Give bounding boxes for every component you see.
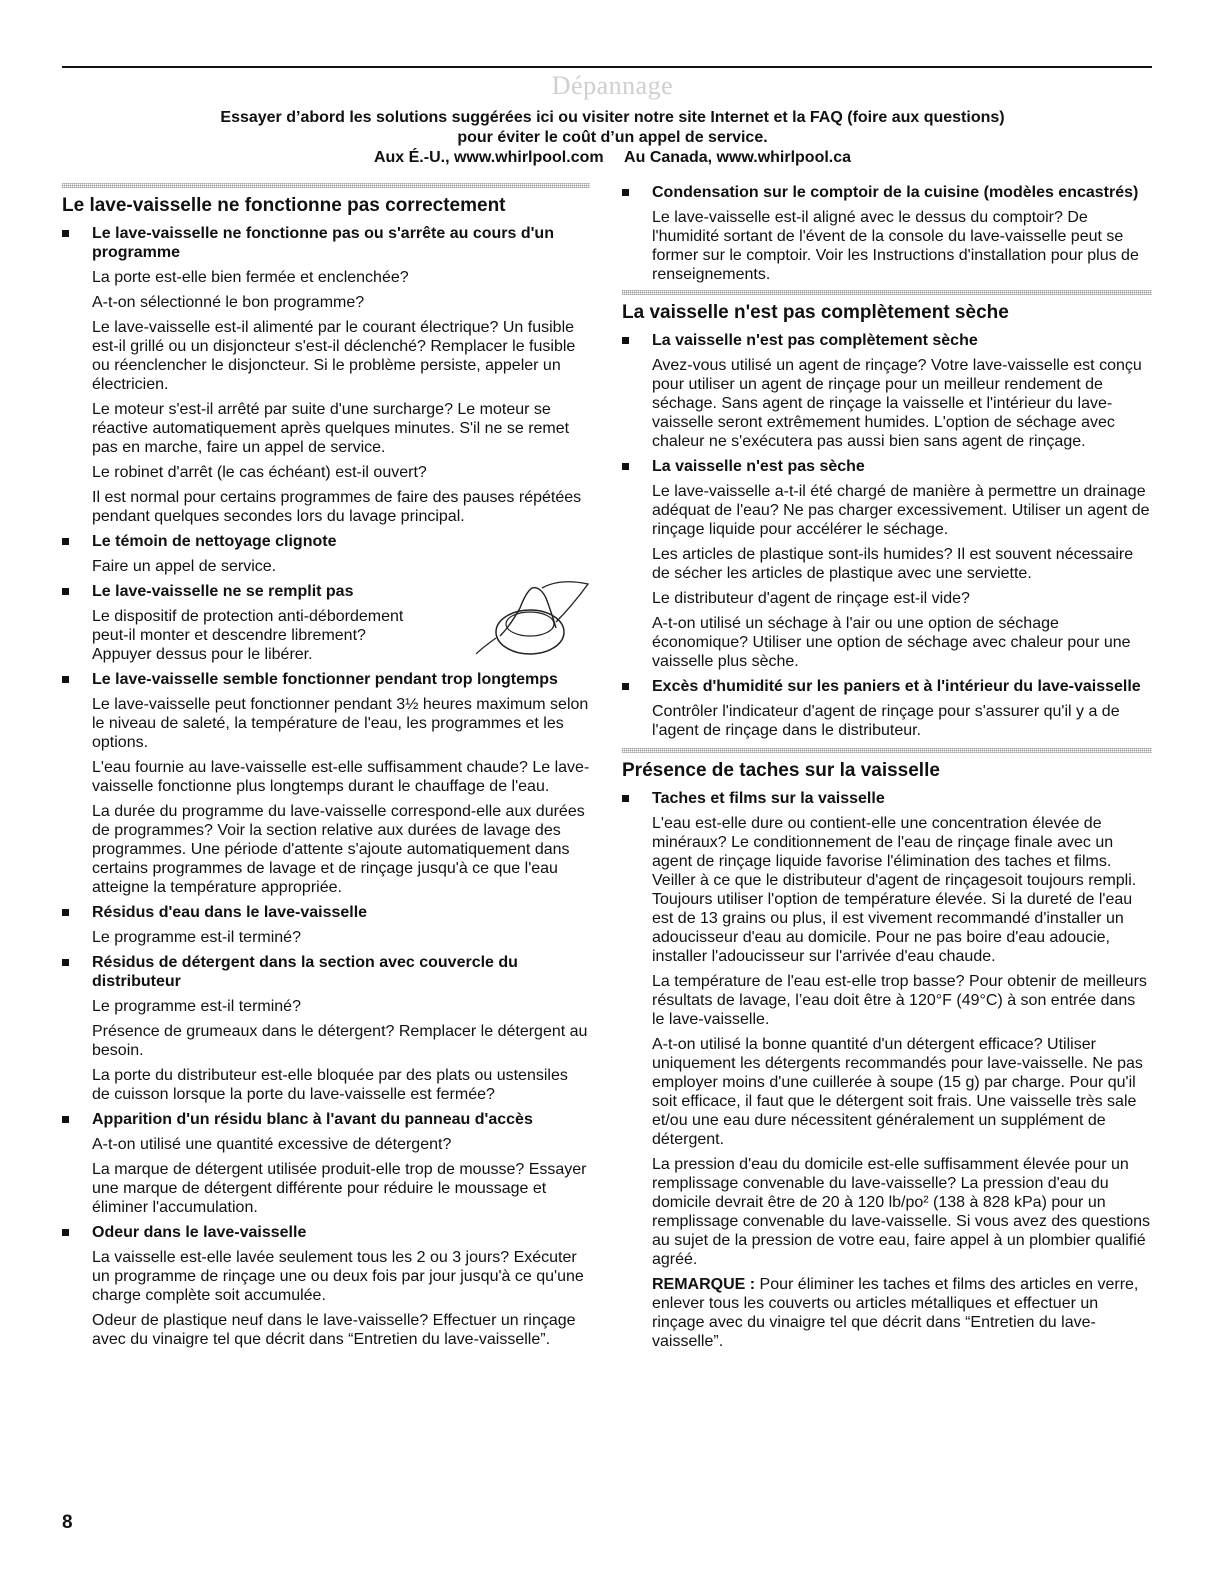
note-paragraph (652, 1275, 1152, 1351)
paragraph: Les articles de plastique sont-ils humides? Il est souvent nécessaire de sécher les articles de plastique avec une serviette. (652, 546, 1134, 582)
item-title: Résidus d'eau dans le lave-vaisselle (92, 904, 368, 921)
right-column (622, 183, 1152, 1359)
item-title: Résidus de détergent dans la section avec couvercle du distributeur (92, 954, 518, 990)
paragraph: Le programme est-il terminé? (92, 929, 301, 946)
bullet-icon (62, 676, 69, 683)
paragraph: La porte du distributeur est-elle bloquée par des plats ou ustensiles de cuisson lorsque la porte du lave-vaisselle est fermée? (92, 1067, 568, 1103)
page-title: Dépannage (551, 71, 674, 100)
item-title: Apparition d'un résidu blanc à l'avant du panneau d'accès (92, 1111, 533, 1128)
float-protector-icon (460, 578, 590, 658)
bullet-icon (622, 795, 629, 802)
paragraph: Le lave-vaisselle a-t-il été chargé de manière à permettre un drainage adéquat de l'eau? Ne pas charger excessivement. Utiliser un agent de rinçage liquide pour accélérer le séchage. (652, 483, 1150, 538)
paragraph: Le moteur s'est-il arrêté par suite d'une surcharge? Le moteur se réactive automatiquement après quelques minutes. S'il ne se remet pas en marche, faire un appel de service. (92, 401, 570, 456)
item-title: La vaisselle n'est pas sèche (652, 458, 865, 475)
paragraph: Le lave-vaisselle est-il aligné avec le dessus du comptoir? De l'humidité sortant de l'évent de la console du lave-vaisselle peut se former sur le comptoir. Voir les Instructions d'installation pour plus de renseignements. (652, 209, 1139, 283)
paragraph: A-t-on sélectionné le bon programme? (92, 294, 365, 311)
section-not-working (62, 183, 590, 1349)
item-title: Le lave-vaisselle semble fonctionner pendant trop longtemps (92, 671, 558, 688)
bullet-icon (62, 588, 69, 595)
list-item (62, 903, 590, 947)
bullet-icon (622, 683, 629, 690)
intro-line-2: pour éviter le coût d’un appel de service. (457, 129, 768, 146)
list-item (622, 457, 1152, 671)
item-title: Excès d'humidité sur les paniers et à l'intérieur du lave-vaisselle (652, 678, 1141, 695)
paragraph: Le lave-vaisselle peut fonctionner pendant 3½ heures maximum selon le niveau de saleté, la température de l'eau, les programmes et les options. (92, 696, 589, 751)
url-us: Aux É.-U., www.whirlpool.com (373, 149, 604, 166)
bullet-icon (62, 1116, 69, 1123)
list-item (62, 670, 590, 897)
bullet-icon (62, 959, 69, 966)
section-spots (622, 748, 1152, 1351)
paragraph: Présence de grumeaux dans le détergent? Remplacer le détergent au besoin. (92, 1023, 588, 1059)
list-item (622, 183, 1152, 284)
section-heading: La vaisselle n'est pas complètement sèche (622, 302, 1009, 323)
paragraph: La température de l'eau est-elle trop basse? Pour obtenir de meilleurs résultats de lavage, l’eau doit être à 120°F (49°C) à son entrée dans le lave-vaisselle. (652, 973, 1147, 1028)
url-ca: Au Canada, www.whirlpool.ca (624, 149, 852, 166)
page-number: 8 (62, 1512, 73, 1533)
section-heading: Le lave-vaisselle ne fonctionne pas correctement (62, 195, 506, 216)
left-column (62, 183, 590, 1357)
paragraph: L'eau fournie au lave-vaisselle est-elle suffisamment chaude? Le lave-vaisselle fonctionne plus longtemps durant le chauffage de l'eau. (92, 759, 590, 795)
list-item (622, 677, 1152, 740)
paragraph: La marque de détergent utilisée produit-elle trop de mousse? Essayer une marque de détergent différente pour réduire le moussage et éliminer l'accumulation. (92, 1161, 587, 1216)
paragraph: Faire un appel de service. (92, 558, 277, 575)
bullet-icon (62, 538, 69, 545)
section-rule (62, 183, 590, 188)
section-rule (622, 290, 1152, 295)
paragraph: Le robinet d'arrêt (le cas échéant) est-il ouvert? (92, 464, 427, 481)
bullet-icon (622, 337, 629, 344)
bullet-icon (622, 189, 629, 196)
paragraph: Le lave-vaisselle est-il alimenté par le courant électrique? Un fusible est-il grillé ou un disjoncteur s'est-il déclenché? Remplacer le fusible ou réenclencher le disjoncteur. Si le problème persiste, appeler un électricien. (92, 319, 576, 393)
paragraph: Le distributeur d'agent de rinçage est-il vide? (652, 590, 970, 607)
list-item (62, 224, 590, 526)
item-title: Condensation sur le comptoir de la cuisine (modèles encastrés) (652, 184, 1139, 201)
intro (0, 108, 1225, 168)
paragraph: La porte est-elle bien fermée et enclenchée? (92, 269, 409, 286)
paragraph: Avez-vous utilisé un agent de rinçage? Votre lave-vaisselle est conçu pour utiliser un agent de rinçage pour un meilleur rendement de séchage. Sans agent de rinçage la vaisselle et l'intérieur du lave-vaisselle seront extrêmement humides. L'option de séchage avec chaleur ne s'exécutera pas aussi bien sans agent de rinçage. (652, 357, 1142, 450)
paragraph: La durée du programme du lave-vaisselle correspond-elle aux durées de programmes? Voir la section relative aux durées de lavage des programmes. Une période d'attente s'ajoute automatiquement dans certains programmes de lavage et de rinçage jusqu'à ce que l'eau atteigne la température appropriée. (92, 803, 585, 896)
paragraph: L'eau est-elle dure ou contient-elle une concentration élevée de minéraux? Le conditionnement de l'eau de rinçage finale avec un agent de rinçage liquide favorise l'élimination des taches et films. Veiller à ce que le distributeur d'agent de rinçagesoit toujours rempli. Toujours utiliser l'option de température élevée. Si la dureté de l'eau est de 13 grains ou plus, il est vivement recommandé d'installer un adoucisseur d'eau au domicile. Pour ne pas boire d'eau adoucie, installer l'adoucisseur sur l'arrivée d'eau chaude. (652, 815, 1137, 965)
paragraph: La vaisselle est-elle lavée seulement tous les 2 ou 3 jours? Exécuter un programme de rinçage une ou deux fois par jour jusqu'à ce qu'une charge complète soit accumulée. (92, 1249, 584, 1304)
paragraph: Il est normal pour certains programmes de faire des pauses répétées pendant quelques secondes lors du lavage principal. (92, 489, 582, 525)
intro-urls (0, 148, 1225, 168)
note-label: REMARQUE : (652, 1276, 756, 1293)
paragraph: A-t-on utilisé la bonne quantité d'un détergent efficace? Utiliser uniquement les détergents recommandés pour lave-vaisselle. Ne pas employer moins d'une cuillerée à soupe (15 g) par charge. Pour qu'il soit efficace, il faut que le détergent soit frais. Une vaisselle très sale et/ou une eau dure nécessitent généralement un supplément de détergent. (652, 1036, 1143, 1148)
paragraph: Le programme est-il terminé? (92, 998, 301, 1015)
list-item (62, 582, 590, 664)
list-item (62, 953, 590, 1104)
item-title: Le lave-vaisselle ne fonctionne pas ou s'arrête au cours d'un programme (92, 225, 554, 261)
paragraph: La pression d'eau du domicile est-elle suffisamment élevée pour un remplissage convenable du lave-vaisselle? La pression d'eau du domicile devrait être de 20 à 120 lb/po² (138 à 828 kPa) pour un remplissage convenable du lave-vaisselle. Si vous avez des questions au sujet de la pression de votre eau, faire appel à un plombier qualifié agréé. (652, 1156, 1151, 1268)
paragraph: A-t-on utilisé un séchage à l'air ou une option de séchage économique? Utiliser une option de séchage avec chaleur pour une vaisselle plus sèche. (652, 615, 1131, 670)
section-not-dry (622, 290, 1152, 740)
intro-line-1: Essayer d’abord les solutions suggérées ici ou visiter notre site Internet et la FAQ (foire aux questions) (220, 109, 1005, 126)
paragraph: Odeur de plastique neuf dans le lave-vaisselle? Effectuer un rinçage avec du vinaigre tel que décrit dans “Entretien du lave-vaisselle”. (92, 1312, 576, 1348)
list-item (62, 532, 590, 576)
bullet-icon (62, 230, 69, 237)
paragraph: Le dispositif de protection anti-débordement peut-il monter et descendre librement? Appuyer dessus pour le libérer. (92, 608, 404, 663)
list-item (622, 331, 1152, 451)
item-title: Le lave-vaisselle ne se remplit pas (92, 583, 354, 600)
item-title: Le témoin de nettoyage clignote (92, 533, 337, 550)
list-item (622, 789, 1152, 1351)
section-rule (622, 748, 1152, 753)
bullet-icon (62, 909, 69, 916)
bullet-icon (622, 463, 629, 470)
list-item (62, 1223, 590, 1349)
paragraph: Contrôler l'indicateur d'agent de rinçage pour s'assurer qu'il y a de l'agent de rinçage dans le distributeur. (652, 703, 1120, 739)
item-title: La vaisselle n'est pas complètement sèche (652, 332, 978, 349)
item-title: Odeur dans le lave-vaisselle (92, 1224, 307, 1241)
paragraph: A-t-on utilisé une quantité excessive de détergent? (92, 1136, 452, 1153)
bullet-icon (62, 1229, 69, 1236)
item-title: Taches et films sur la vaisselle (652, 790, 885, 807)
note-text: Pour éliminer les taches et films des articles en verre, enlever tous les couverts ou articles métalliques et effectuer un rinçage avec du vinaigre tel que décrit dans “Entretien du lave-vaisselle”. (652, 1276, 1139, 1350)
list-item (62, 1110, 590, 1217)
section-heading: Présence de taches sur la vaisselle (622, 760, 940, 781)
